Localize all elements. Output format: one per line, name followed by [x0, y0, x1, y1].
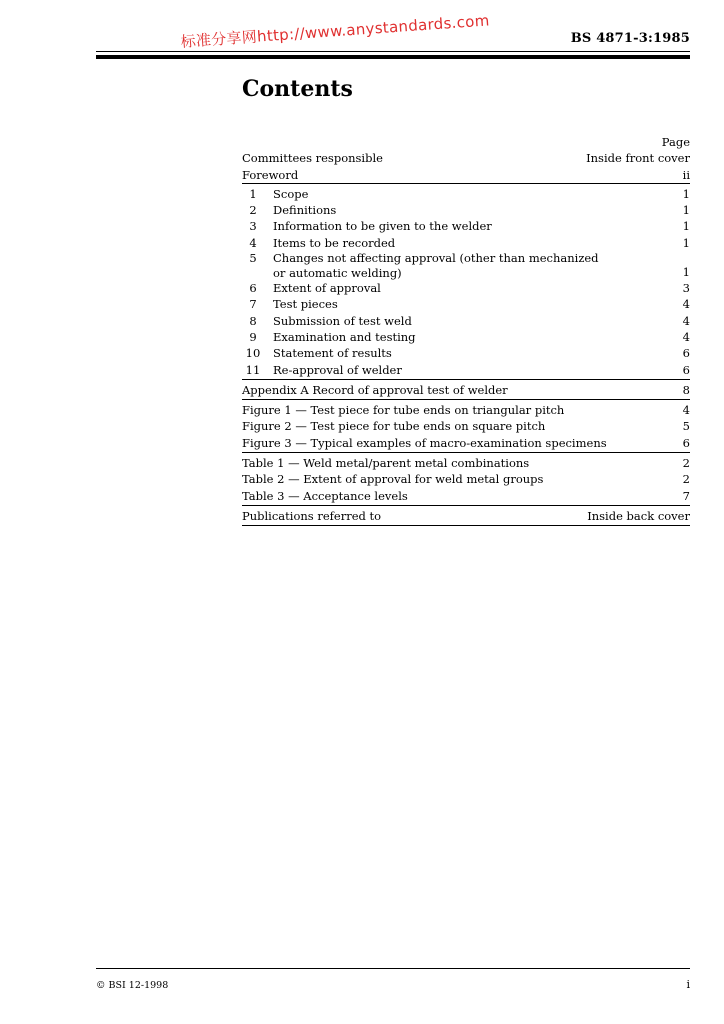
toc-entry-text: Figure 1 — Test piece for tube ends on triangular pitch [242, 403, 565, 418]
toc-entry[interactable] [242, 362, 690, 378]
toc-entry-page: 1 [682, 235, 690, 250]
toc-entry-page: ii [682, 167, 690, 182]
toc-clauses-group [242, 183, 690, 379]
page-column-header [242, 134, 690, 150]
toc-entry-text: Statement of results [273, 346, 392, 361]
toc-entry[interactable] [242, 488, 690, 504]
toc-entry[interactable] [242, 251, 690, 280]
footer-page-number: i [686, 978, 690, 991]
toc-tables-group [242, 452, 690, 505]
toc-entry-page: 1 [682, 264, 690, 279]
clause-number: 9 [249, 329, 257, 344]
clause-number: 5 [249, 251, 257, 266]
clause-number: 2 [249, 203, 257, 218]
toc-entry[interactable] [242, 455, 690, 471]
toc-entry[interactable] [242, 345, 690, 361]
toc-entry[interactable] [242, 471, 690, 487]
toc-entry-text: Table 2 — Extent of approval for weld metal groups [242, 472, 544, 487]
toc-entry[interactable] [242, 218, 690, 234]
page-label: Page [661, 135, 690, 149]
toc-entry-page: 1 [682, 203, 690, 218]
toc-entry-text: Items to be recorded [273, 235, 396, 250]
toc-entry-page: 6 [682, 435, 690, 450]
toc-entry[interactable] [242, 296, 690, 312]
toc-entry[interactable] [242, 313, 690, 329]
toc-entry[interactable] [242, 402, 690, 418]
toc-entry[interactable] [242, 186, 690, 202]
toc-entry-text: Information to be given to the welder [273, 219, 492, 234]
clause-number: 1 [249, 186, 257, 201]
toc-entry[interactable] [242, 235, 690, 251]
toc-entry-page: 8 [682, 382, 690, 397]
toc-entry-text: Scope [273, 186, 309, 201]
clause-number: 7 [249, 297, 257, 312]
toc-entry-text: Publications referred to [242, 508, 382, 523]
toc-entry-text: Definitions [273, 203, 337, 218]
toc-entry-page: 2 [682, 456, 690, 471]
toc-entry[interactable] [242, 280, 690, 296]
clause-number: 6 [249, 281, 257, 296]
toc-entry[interactable] [242, 150, 690, 166]
toc-entry-text: Table 3 — Acceptance levels [242, 488, 408, 503]
toc-entry-page: 5 [682, 419, 690, 434]
toc-entry-text: Table 1 — Weld metal/parent metal combinations [242, 456, 530, 471]
toc-entry-text: Committees responsible [242, 151, 383, 166]
toc-entry-page: 4 [682, 403, 690, 418]
toc-entry-text: Re-approval of welder [273, 362, 402, 377]
toc-entry[interactable] [242, 508, 690, 524]
toc-entry-page: Inside back cover [587, 508, 690, 523]
clause-number: 4 [249, 235, 257, 250]
toc-entry-text: Extent of approval [273, 281, 381, 296]
clause-number: 10 [245, 346, 261, 361]
toc-entry-text: Examination and testing [273, 329, 416, 344]
toc-entry-page: 6 [682, 362, 690, 377]
toc-entry[interactable] [242, 382, 690, 398]
toc-entry-page: 4 [682, 329, 690, 344]
clause-number: 8 [249, 313, 257, 328]
table-of-contents [242, 134, 690, 526]
toc-entry-page: 4 [682, 313, 690, 328]
toc-entry-page: 7 [682, 488, 690, 503]
toc-entry-page: Inside front cover [586, 151, 690, 166]
toc-entry-page: 1 [682, 219, 690, 234]
toc-figures-group [242, 399, 690, 452]
toc-entry-text: Foreword [242, 167, 299, 182]
toc-entry-page: 2 [682, 472, 690, 487]
clause-number: 3 [249, 219, 257, 234]
footer-copyright: © BSI 12-1998 [96, 980, 169, 991]
toc-entry-page: 4 [682, 297, 690, 312]
toc-entry-page: 6 [682, 346, 690, 361]
document-code: BS 4871-3:1985 [570, 31, 690, 46]
toc-entry[interactable] [242, 418, 690, 434]
header-rule-thick [96, 55, 690, 59]
toc-entry-text: Changes not affecting approval (other than mechanized [273, 251, 599, 266]
toc-entry-text: Figure 3 — Typical examples of macro-examination specimens [242, 435, 607, 450]
toc-entry-text: Appendix A Record of approval test of welder [242, 382, 508, 397]
header-rule-thin [96, 51, 690, 52]
toc-entry[interactable] [242, 202, 690, 218]
watermark: 标准分享网http://www.anystandards.com [180, 11, 491, 51]
toc-entry-page: 3 [682, 281, 690, 296]
footer-rule [96, 968, 690, 969]
toc-entry[interactable] [242, 435, 690, 451]
toc-appendix-group [242, 379, 690, 399]
toc-entry-text: Test pieces [273, 297, 338, 312]
page-title: Contents [242, 76, 353, 102]
toc-publications-group [242, 505, 690, 526]
toc-entry[interactable] [242, 167, 690, 183]
toc-front-group [242, 150, 690, 183]
toc-entry-page: 1 [682, 186, 690, 201]
clause-number: 11 [245, 362, 261, 377]
toc-entry[interactable] [242, 329, 690, 345]
toc-entry-text-continued: or automatic welding) [273, 265, 402, 280]
toc-entry-text: Figure 2 — Test piece for tube ends on square pitch [242, 419, 546, 434]
toc-entry-text: Submission of test weld [273, 313, 412, 328]
